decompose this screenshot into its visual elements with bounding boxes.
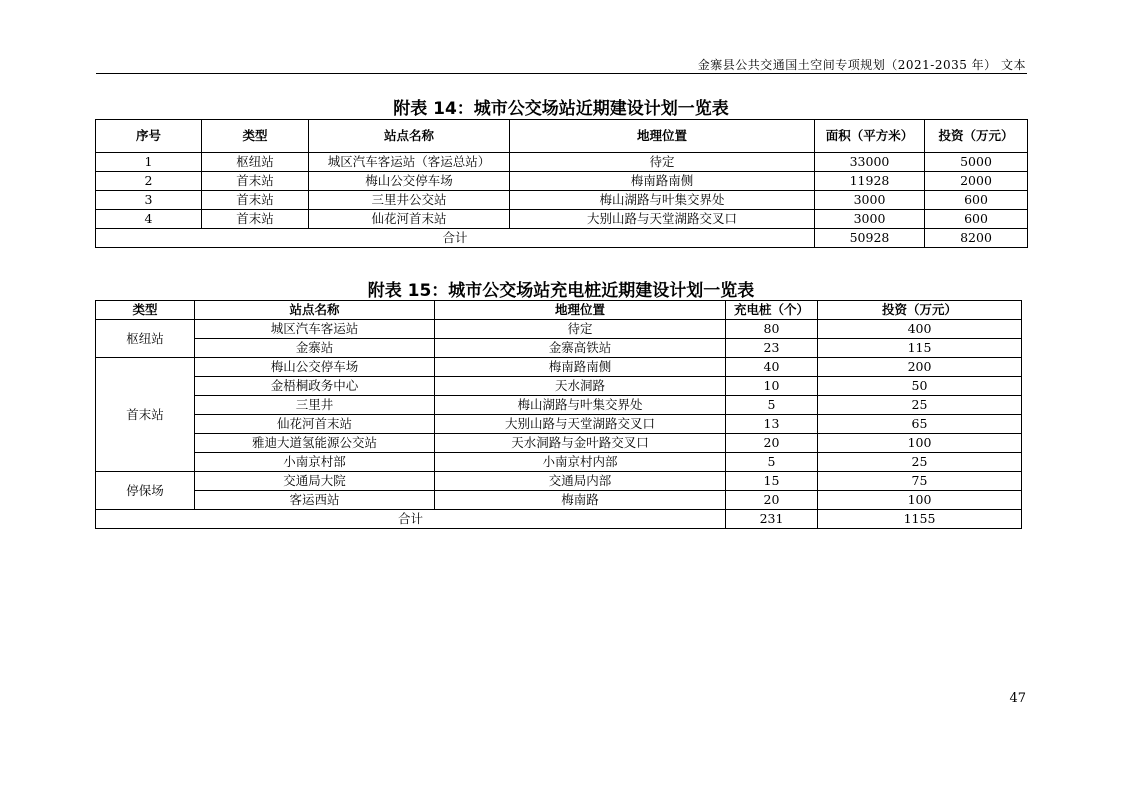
cell-chargers: 5: [726, 396, 818, 415]
cell-name: 金梧桐政务中心: [195, 377, 435, 396]
cell-no: 4: [96, 210, 202, 229]
cell-area: 11928: [815, 172, 925, 191]
column-header: 类型: [202, 120, 309, 153]
cell-location: 梅南路南侧: [435, 358, 726, 377]
table-row: [96, 491, 1022, 510]
page-number: 47: [1009, 691, 1026, 706]
table-row: [96, 377, 1022, 396]
cell-chargers: 5: [726, 453, 818, 472]
table-row: [96, 210, 1028, 229]
table-row: [96, 172, 1028, 191]
cell-no: 2: [96, 172, 202, 191]
cell-area: 3000: [815, 210, 925, 229]
cell-investment: 100: [818, 491, 1022, 510]
cell-location: 大别山路与天堂湖路交叉口: [435, 415, 726, 434]
cell-type: 首末站: [202, 172, 309, 191]
cell-investment: 200: [818, 358, 1022, 377]
table-row: [96, 191, 1028, 210]
table-total-row: [96, 510, 1022, 529]
table-header-row: [96, 301, 1022, 320]
cell-chargers: 20: [726, 434, 818, 453]
column-header: 站点名称: [309, 120, 510, 153]
cell-name: 仙花河首末站: [309, 210, 510, 229]
cell-location: 待定: [510, 153, 815, 172]
table-row: [96, 434, 1022, 453]
column-header: 站点名称: [195, 301, 435, 320]
column-header: 投资（万元）: [818, 301, 1022, 320]
cell-chargers: 23: [726, 339, 818, 358]
cell-area: 3000: [815, 191, 925, 210]
table-row: [96, 472, 1022, 491]
cell-no: 1: [96, 153, 202, 172]
cell-name: 仙花河首末站: [195, 415, 435, 434]
cell-investment: 25: [818, 453, 1022, 472]
cell-location: 梅山湖路与叶集交界处: [435, 396, 726, 415]
cell-investment: 600: [925, 191, 1028, 210]
cell-no: 3: [96, 191, 202, 210]
table-row: [96, 453, 1022, 472]
cell-name: 交通局大院: [195, 472, 435, 491]
total-investment: 1155: [818, 510, 1022, 529]
cell-investment: 115: [818, 339, 1022, 358]
cell-location: 金寨高铁站: [435, 339, 726, 358]
column-header: 地理位置: [435, 301, 726, 320]
cell-location: 梅南路南侧: [510, 172, 815, 191]
cell-type-group: 首末站: [96, 358, 195, 472]
cell-type-group: 枢纽站: [96, 320, 195, 358]
cell-investment: 65: [818, 415, 1022, 434]
table-15: [95, 300, 1022, 529]
cell-chargers: 40: [726, 358, 818, 377]
cell-chargers: 10: [726, 377, 818, 396]
column-header: 序号: [96, 120, 202, 153]
cell-investment: 25: [818, 396, 1022, 415]
cell-location: 大别山路与天堂湖路交叉口: [510, 210, 815, 229]
table-row: [96, 396, 1022, 415]
table-15-title: 附表 15：城市公交场站充电桩近期建设计划一览表: [367, 281, 755, 301]
table-total-row: [96, 229, 1028, 248]
cell-type-group: 停保场: [96, 472, 195, 510]
cell-name: 客运西站: [195, 491, 435, 510]
cell-name: 雅迪大道氢能源公交站: [195, 434, 435, 453]
column-header: 类型: [96, 301, 195, 320]
column-header: 投资（万元）: [925, 120, 1028, 153]
column-header: 面积（平方米）: [815, 120, 925, 153]
cell-location: 小南京村内部: [435, 453, 726, 472]
cell-name: 城区汽车客运站（客运总站）: [309, 153, 510, 172]
cell-investment: 5000: [925, 153, 1028, 172]
table-row: [96, 153, 1028, 172]
table-row: [96, 358, 1022, 377]
total-label: 合计: [96, 510, 726, 529]
cell-name: 三里井: [195, 396, 435, 415]
cell-type: 枢纽站: [202, 153, 309, 172]
cell-location: 梅山湖路与叶集交界处: [510, 191, 815, 210]
cell-location: 天水洞路与金叶路交叉口: [435, 434, 726, 453]
cell-name: 梅山公交停车场: [195, 358, 435, 377]
cell-location: 天水洞路: [435, 377, 726, 396]
table-header-row: [96, 120, 1028, 153]
cell-location: 梅南路: [435, 491, 726, 510]
cell-chargers: 80: [726, 320, 818, 339]
cell-investment: 100: [818, 434, 1022, 453]
table-14-title: 附表 14：城市公交场站近期建设计划一览表: [393, 99, 729, 119]
cell-type: 首末站: [202, 210, 309, 229]
cell-area: 33000: [815, 153, 925, 172]
cell-investment: 2000: [925, 172, 1028, 191]
header-rule: [96, 73, 1027, 74]
total-label: 合计: [96, 229, 815, 248]
total-chargers: 231: [726, 510, 818, 529]
running-header: 金寨县公共交通国土空间专项规划（2021-2035 年） 文本: [697, 58, 1026, 72]
cell-chargers: 20: [726, 491, 818, 510]
cell-investment: 600: [925, 210, 1028, 229]
column-header: 地理位置: [510, 120, 815, 153]
cell-investment: 400: [818, 320, 1022, 339]
total-area: 50928: [815, 229, 925, 248]
cell-investment: 50: [818, 377, 1022, 396]
cell-location: 交通局内部: [435, 472, 726, 491]
column-header: 充电桩（个）: [726, 301, 818, 320]
table-row: [96, 339, 1022, 358]
cell-name: 小南京村部: [195, 453, 435, 472]
cell-chargers: 15: [726, 472, 818, 491]
cell-name: 城区汽车客运站: [195, 320, 435, 339]
cell-name: 三里井公交站: [309, 191, 510, 210]
table-14: [95, 119, 1028, 248]
cell-name: 梅山公交停车场: [309, 172, 510, 191]
cell-investment: 75: [818, 472, 1022, 491]
total-investment: 8200: [925, 229, 1028, 248]
cell-name: 金寨站: [195, 339, 435, 358]
cell-location: 待定: [435, 320, 726, 339]
table-row: [96, 415, 1022, 434]
table-row: [96, 320, 1022, 339]
cell-type: 首末站: [202, 191, 309, 210]
cell-chargers: 13: [726, 415, 818, 434]
